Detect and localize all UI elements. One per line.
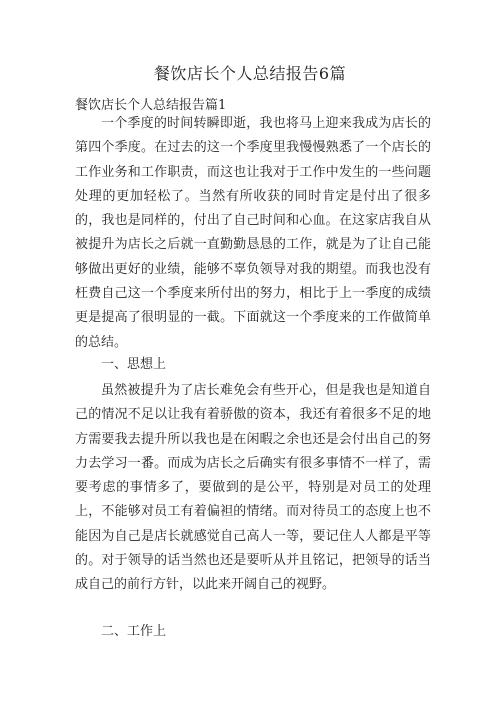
paragraph-thought: 虽然被提升为了店长难免会有些开心，但是我也是知道自己的情况不足以让我有着骄傲的资本，我还有着很多不足的地方需要我去提升所以我也是在闲暇之余也还是会付出自己的努力去学习一番。而成为店长之后确实有很多事情不一样了，需要考虑的事情多了，要做到的是公平，特别是对员工的处理上，不能够对员工有着偏袒的情绪。而对待员工的态度上也不能因为自己是店长就感觉自己高人一等，要记住人人都是平等的。对于领导的话当然也还是要听从并且铭记，把领导的话当成自己的前行方针，以此来开阔自己的视野。 <box>75 383 431 593</box>
document-title: 餐饮店长个人总结报告6篇 <box>153 64 347 83</box>
paragraph-intro: 一个季度的时间转瞬即逝，我也将马上迎来我成为店长的第四个季度。在过去的这一个季度里我慢慢熟悉了一个店长的工作业务和工作职责，而这也让我对于工作中发生的一些问题处理的更加轻松了。当然有所收获的同时肯定是付出了很多的，我也是同样的，付出了自己时间和心血。在这家店我自从被提升为店长之后就一直勤勤恳恳的工作，就是为了让自己能够做出更好的业绩，能够不辜负领导对我的期望。而我也没有枉费自己这一个季度来所付出的努力，相比于上一季度的成绩更是提高了很明显的一截。下面就这一个季度来的工作做简单的总结。 <box>75 116 431 350</box>
section-heading-work: 二、工作上 <box>101 624 167 639</box>
document-subtitle: 餐饮店长个人总结报告篇1 <box>75 98 227 113</box>
section-heading-thought: 一、思想上 <box>101 357 167 372</box>
